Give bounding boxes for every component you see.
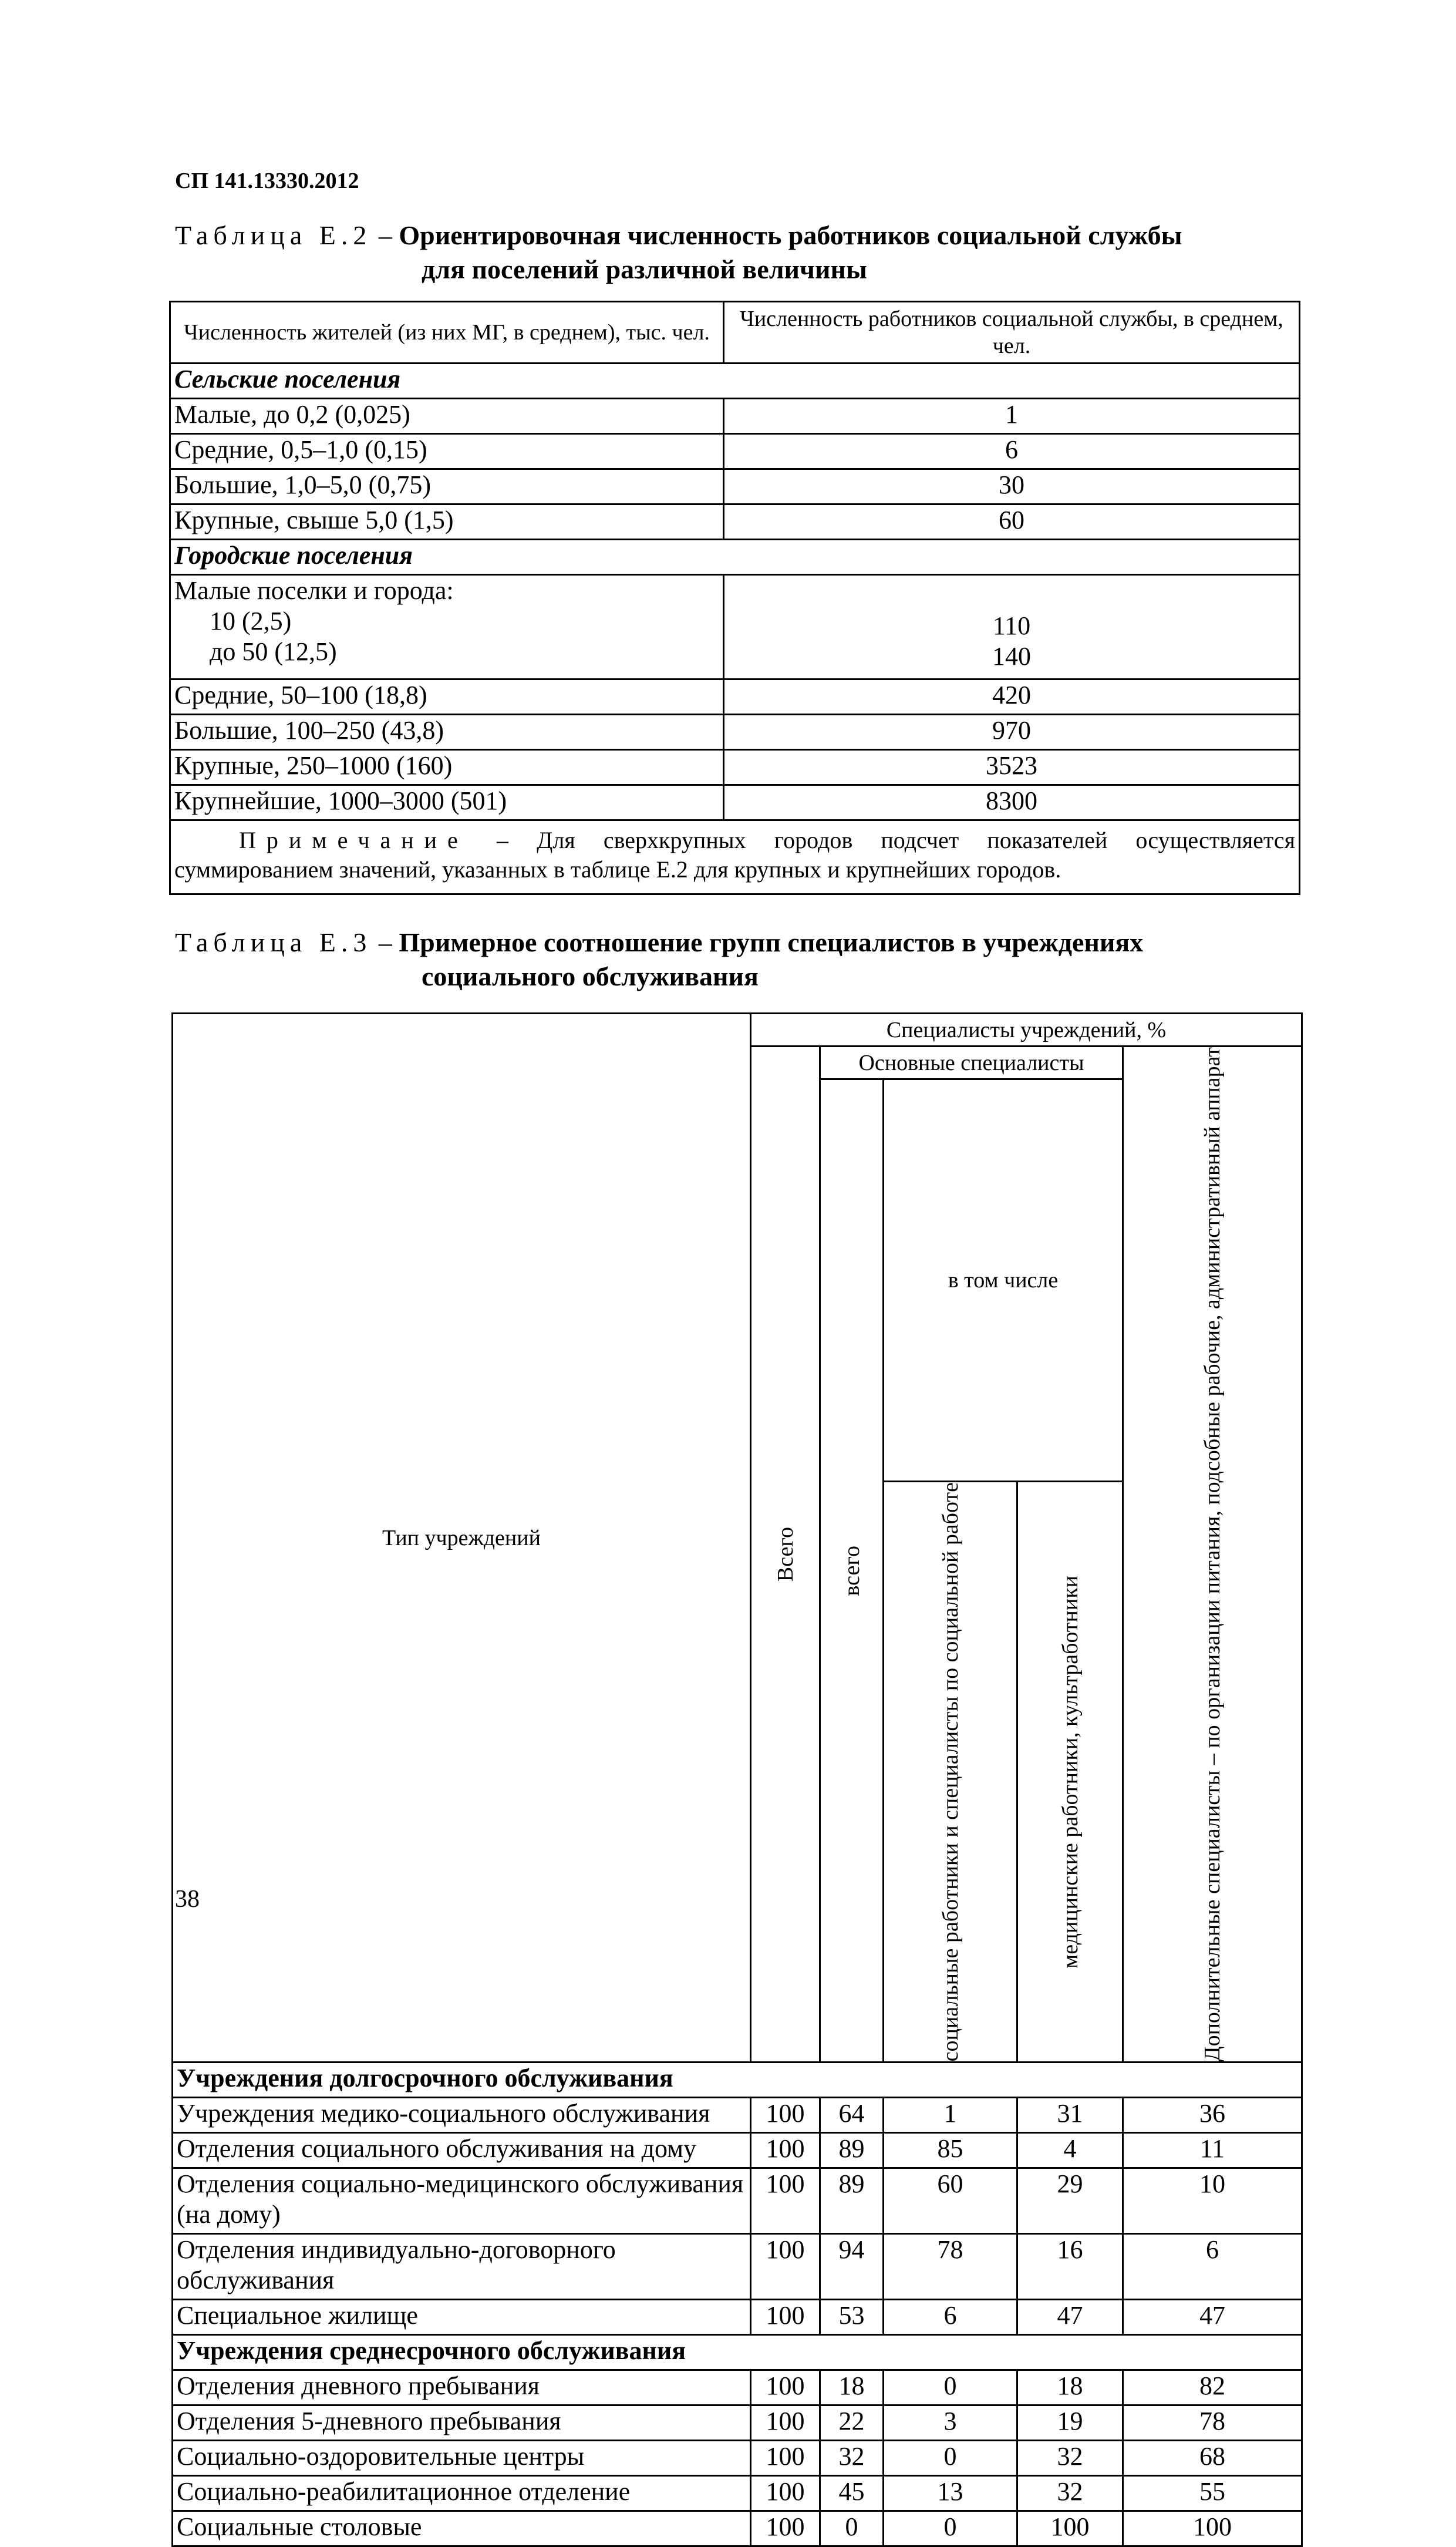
- row-value: [724, 575, 1300, 679]
- column-header-type: Тип учреждений: [173, 1014, 751, 2063]
- note-label: Примечание: [239, 827, 469, 853]
- cell-medical: 47: [1017, 2300, 1123, 2335]
- table-e3-caption: [175, 926, 1296, 994]
- note-text: – Для сверхкрупных городов подсчет показателей осуществляется суммированием значений, указанных в таблице Е.2 для крупных и крупнейших городов.: [174, 827, 1295, 883]
- cell-social: 3: [884, 2405, 1017, 2441]
- table-row: [173, 2476, 1302, 2511]
- caption-dash: –: [372, 927, 399, 957]
- table-row: [170, 399, 1300, 434]
- cell-medical: 19: [1017, 2405, 1123, 2441]
- cell-total: 100: [751, 2370, 820, 2405]
- column-header-specialists: Специалисты учреждений, %: [751, 1014, 1302, 1047]
- cell-additional: 47: [1123, 2300, 1302, 2335]
- row-name: Большие, 1,0–5,0 (0,75): [170, 469, 724, 504]
- row-value: 3523: [724, 750, 1300, 785]
- table-row: [170, 679, 1300, 715]
- header-additional-text: Дополнительные специалисты – по организации питания, подсобные рабочие, административный аппарат: [1200, 1047, 1225, 2062]
- cell-total: 100: [751, 2300, 820, 2335]
- row-name: Отделения социального обслуживания на дому: [173, 2133, 751, 2168]
- cell-total: 100: [751, 2098, 820, 2133]
- cell-medical: 100: [1017, 2511, 1123, 2546]
- row-value: 30: [724, 469, 1300, 504]
- cell-medical: 16: [1017, 2234, 1123, 2300]
- table-header-row: [173, 1014, 1302, 1047]
- cell-social: 85: [884, 2133, 1017, 2168]
- table-row: [173, 2133, 1302, 2168]
- table-row: [170, 504, 1300, 540]
- page-number: 38: [175, 1886, 200, 1913]
- cell-medical: 29: [1017, 2168, 1123, 2234]
- section-rural: Сельские поселения: [170, 364, 1300, 399]
- column-header-total: [751, 1047, 820, 2063]
- cell-total: 100: [751, 2476, 820, 2511]
- cell-social: 13: [884, 2476, 1017, 2511]
- table-e2: [169, 301, 1300, 895]
- row-name: Специальное жилище: [173, 2300, 751, 2335]
- row-name: Крупные, свыше 5,0 (1,5): [170, 504, 724, 540]
- row-value: 970: [724, 715, 1300, 750]
- cell-total: 100: [751, 2441, 820, 2476]
- small-towns-sub-2: до 50 (12,5): [210, 637, 337, 666]
- row-value: 1: [724, 399, 1300, 434]
- cell-additional: 100: [1123, 2511, 1302, 2546]
- cell-social: 78: [884, 2234, 1017, 2300]
- small-towns-value-1: 110: [992, 611, 1031, 640]
- cell-social: 1: [884, 2098, 1017, 2133]
- cell-main: 18: [820, 2370, 884, 2405]
- cell-main: 94: [820, 2234, 884, 2300]
- small-towns-label: Малые поселки и города:: [174, 576, 454, 605]
- table-row: [173, 2511, 1302, 2546]
- table-e2-caption: [175, 218, 1296, 287]
- cell-medical: 32: [1017, 2441, 1123, 2476]
- table-row: [173, 2098, 1302, 2133]
- cell-total: 100: [751, 2133, 820, 2168]
- table-row: [170, 469, 1300, 504]
- cell-additional: 55: [1123, 2476, 1302, 2511]
- table-e2-label: Таблица Е.2: [175, 220, 372, 250]
- header-total-text: Всего: [773, 1527, 798, 1582]
- column-header-main-total: [820, 1079, 884, 2063]
- section-long-term: Учреждения долгосрочного обслуживания: [173, 2063, 1302, 2098]
- table-row: [173, 2405, 1302, 2441]
- row-name: Отделения социально-медицинского обслуживания (на дому): [173, 2168, 751, 2234]
- row-value: 8300: [724, 785, 1300, 820]
- cell-total: 100: [751, 2234, 820, 2300]
- cell-social: 0: [884, 2511, 1017, 2546]
- cell-additional: 68: [1123, 2441, 1302, 2476]
- row-value: 420: [724, 679, 1300, 715]
- table-e3-label: Таблица Е.3: [175, 927, 372, 957]
- cell-additional: 78: [1123, 2405, 1302, 2441]
- table-row: [173, 2168, 1302, 2234]
- cell-medical: 18: [1017, 2370, 1123, 2405]
- row-name: Отделения индивидуально-договорного обслуживания: [173, 2234, 751, 2300]
- note-row: [170, 820, 1300, 894]
- section-urban: Городские поселения: [170, 540, 1300, 575]
- row-name: Социально-реабилитационное отделение: [173, 2476, 751, 2511]
- table-row: [170, 434, 1300, 469]
- cell-main: 53: [820, 2300, 884, 2335]
- column-header-medical: [1017, 1482, 1123, 2063]
- cell-social: 6: [884, 2300, 1017, 2335]
- section-row: [170, 364, 1300, 399]
- cell-additional: 11: [1123, 2133, 1302, 2168]
- cell-total: 100: [751, 2168, 820, 2234]
- column-header-social: [884, 1482, 1017, 2063]
- small-towns-value-2: 140: [992, 642, 1031, 671]
- column-header-main: Основные специалисты: [820, 1047, 1123, 1079]
- row-name: Социальные столовые: [173, 2511, 751, 2546]
- row-name: Учреждения медико-социального обслуживания: [173, 2098, 751, 2133]
- section-row: [170, 540, 1300, 575]
- row-name: Средние, 0,5–1,0 (0,15): [170, 434, 724, 469]
- cell-additional: 10: [1123, 2168, 1302, 2234]
- section-row: [173, 2063, 1302, 2098]
- cell-main: 45: [820, 2476, 884, 2511]
- row-name: Крупные, 250–1000 (160): [170, 750, 724, 785]
- cell-main: 32: [820, 2441, 884, 2476]
- cell-total: 100: [751, 2511, 820, 2546]
- cell-total: 100: [751, 2405, 820, 2441]
- header-medical-text: медицинские работники, культработники: [1057, 1575, 1083, 1969]
- header-main-total-text: всего: [839, 1545, 864, 1596]
- table-e2-title-line1: Ориентировочная численность работников социальной службы: [399, 220, 1182, 250]
- cell-social: 60: [884, 2168, 1017, 2234]
- cell-main: 64: [820, 2098, 884, 2133]
- table-e3-title-line2: социального обслуживания: [422, 961, 759, 991]
- cell-social: 0: [884, 2370, 1017, 2405]
- cell-additional: 36: [1123, 2098, 1302, 2133]
- cell-main: 89: [820, 2168, 884, 2234]
- column-header-residents: Численность жителей (из них МГ, в среднем), тыс. чел.: [170, 302, 724, 364]
- table-row: [170, 785, 1300, 820]
- cell-medical: 31: [1017, 2098, 1123, 2133]
- table-row: [173, 2370, 1302, 2405]
- section-mid-term: Учреждения среднесрочного обслуживания: [173, 2335, 1302, 2370]
- table-row: [173, 2300, 1302, 2335]
- small-towns-sub-1: 10 (2,5): [210, 607, 292, 635]
- table-row: [170, 715, 1300, 750]
- row-name: Отделения дневного пребывания: [173, 2370, 751, 2405]
- column-header-additional: [1123, 1047, 1302, 2063]
- document-code: СП 141.13330.2012: [175, 169, 359, 193]
- column-header-including: в том числе: [884, 1079, 1123, 1482]
- row-name: Средние, 50–100 (18,8): [170, 679, 724, 715]
- table-row: [170, 575, 1300, 679]
- row-name: Отделения 5-дневного пребывания: [173, 2405, 751, 2441]
- table-row: [173, 2441, 1302, 2476]
- table-row: [170, 750, 1300, 785]
- table-e2-title-line2: для поселений различной величины: [422, 254, 867, 284]
- cell-additional: 6: [1123, 2234, 1302, 2300]
- row-name: Малые, до 0,2 (0,025): [170, 399, 724, 434]
- table-e3-title-line1: Примерное соотношение групп специалистов в учреждениях: [399, 927, 1144, 957]
- cell-medical: 4: [1017, 2133, 1123, 2168]
- row-name: [170, 575, 724, 679]
- section-row: [173, 2335, 1302, 2370]
- row-value: 60: [724, 504, 1300, 540]
- cell-social: 0: [884, 2441, 1017, 2476]
- row-value: 6: [724, 434, 1300, 469]
- cell-additional: 82: [1123, 2370, 1302, 2405]
- table-row: [173, 2234, 1302, 2300]
- header-social-text: социальные работники и специалисты по социальной работе: [938, 1482, 963, 2062]
- table-e3: [171, 1012, 1303, 2547]
- cell-main: 0: [820, 2511, 884, 2546]
- cell-main: 89: [820, 2133, 884, 2168]
- cell-medical: 32: [1017, 2476, 1123, 2511]
- caption-dash: –: [372, 220, 399, 250]
- column-header-workers: Численность работников социальной службы, в среднем, чел.: [724, 302, 1300, 364]
- table-e2-note: [170, 820, 1300, 894]
- row-name: Социально-оздоровительные центры: [173, 2441, 751, 2476]
- row-name: Крупнейшие, 1000–3000 (501): [170, 785, 724, 820]
- row-name: Большие, 100–250 (43,8): [170, 715, 724, 750]
- cell-main: 22: [820, 2405, 884, 2441]
- table-header-row: [170, 302, 1300, 364]
